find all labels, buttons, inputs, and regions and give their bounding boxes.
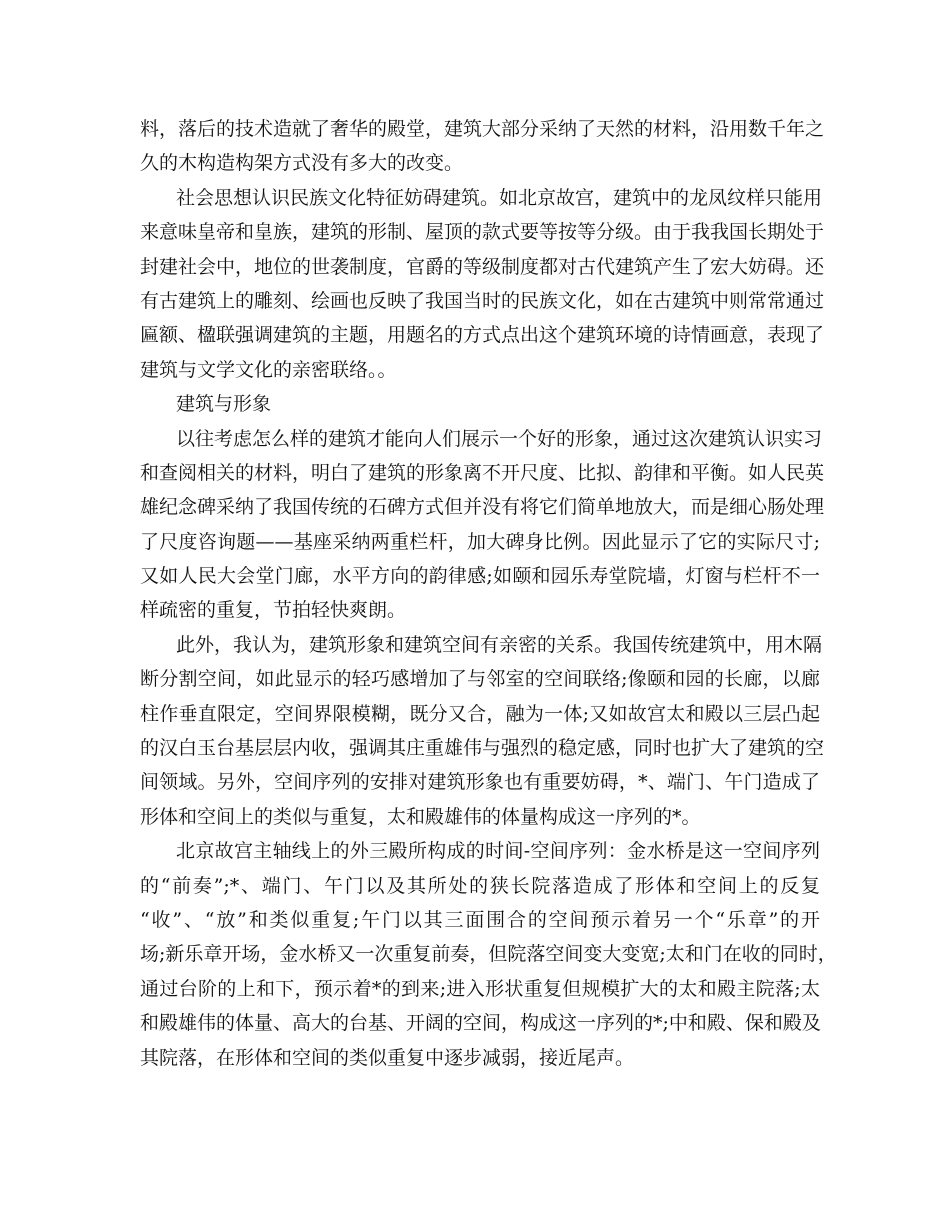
text-line: 场;新乐章开场，金水桥又一次重复前奏，但院落空间变大变宽;太和门在收的同时， [140, 943, 837, 966]
text-line: 社会思想认识民族文化特征妨碍建筑。如北京故宫，建筑中的龙凤纹样只能用 [176, 186, 823, 209]
paragraph-space [140, 628, 825, 834]
text-line: “收”、“放”和类似重复;午门以其三面围合的空间预示着另一个“乐章”的开 [140, 908, 820, 931]
document-body [140, 112, 837, 1075]
text-line: 断分割空间，如此显示的轻巧感增加了与邻室的空间联络;像颐和园的长廊，以廊 [140, 668, 820, 691]
section-heading: 建筑与形象 [176, 393, 272, 416]
text-line: 和查阅相关的材料，明白了建筑的形象离不开尺度、比拟、韵律和平衡。如人民英 [140, 461, 825, 484]
text-line: 通过台阶的上和下，预示着*的到来;进入形状重复但规模扩大的太和殿主院落;太 [140, 977, 820, 1000]
paragraph-materials-continued [140, 112, 825, 181]
text-line: 的汉白玉台基层层内收，强调其庄重雄伟与强烈的稳定感，同时也扩大了建筑的空 [140, 737, 825, 760]
paragraph-axis-sequence [140, 834, 837, 1075]
text-line: 此外，我认为，建筑形象和建筑空间有亲密的关系。我国传统建筑中，用木隔 [176, 633, 823, 656]
paragraph-image [140, 422, 825, 628]
text-line: 以往考虑怎么样的建筑才能向人们展示一个好的形象，通过这次建筑认识实习 [176, 427, 823, 450]
text-line: 雄纪念碑采纳了我国传统的石碑方式但并没有将它们简单地放大，而是细心肠处理 [140, 496, 825, 519]
text-line: 了尺度咨询题——基座采纳两重栏杆，加大碑身比例。因此显示了它的实际尺寸; [140, 530, 820, 553]
text-line: 久的木构造构架方式没有多大的改变。 [140, 152, 464, 175]
text-line: 来意味皇帝和皇族，建筑的形制、屋顶的款式要等按等分级。由于我我国长期处于 [140, 221, 825, 244]
text-line: 有古建筑上的雕刻、绘画也反映了我国当时的民族文化，如在古建筑中则常常通过 [140, 289, 825, 312]
text-line: 北京故宫主轴线上的外三殿所构成的时间-空间序列：金水桥是这一空间序列 [176, 840, 820, 863]
text-line: 其院落，在形体和空间的类似重复中逐步减弱，接近尾声。 [140, 1046, 635, 1069]
text-line: 料，落后的技术造就了奢华的殿堂，建筑大部分采纳了天然的材料，沿用数千年之 [140, 118, 825, 140]
text-line: 又如人民大会堂门廊，水平方向的韵律感;如颐和园乐寿堂院墙，灯窗与栏杆不一 [140, 565, 820, 588]
text-line: 和殿雄伟的体量、高大的台基、开阔的空间，构成这一序列的*;中和殿、保和殿及 [140, 1012, 821, 1035]
text-line: 间领域。另外，空间序列的安排对建筑形象也有重要妨碍，*、端门、午门造成了 [140, 771, 820, 794]
text-line: 建筑与文学文化的亲密联络。。 [140, 358, 397, 381]
paragraph-social-thought [140, 181, 825, 387]
text-line: 的“前奏”;*、端门、午门以及其所处的狭长院落造成了形体和空间上的反复 [140, 874, 820, 897]
text-line: 形体和空间上的类似与重复，太和殿雄伟的体量构成这一序列的*。 [140, 805, 701, 828]
text-line: 匾额、楹联强调建筑的主题，用题名的方式点出这个建筑环境的诗情画意，表现了 [140, 324, 825, 347]
text-line: 柱作垂直限定，空间界限模糊，既分又合，融为一体;又如故宫太和殿以三层凸起 [140, 702, 820, 725]
text-line: 样疏密的重复，节拍轻快爽朗。 [140, 599, 407, 622]
text-line: 封建社会中，地位的世袭制度，官爵的等级制度都对古代建筑产生了宏大妨碍。还 [140, 255, 825, 278]
